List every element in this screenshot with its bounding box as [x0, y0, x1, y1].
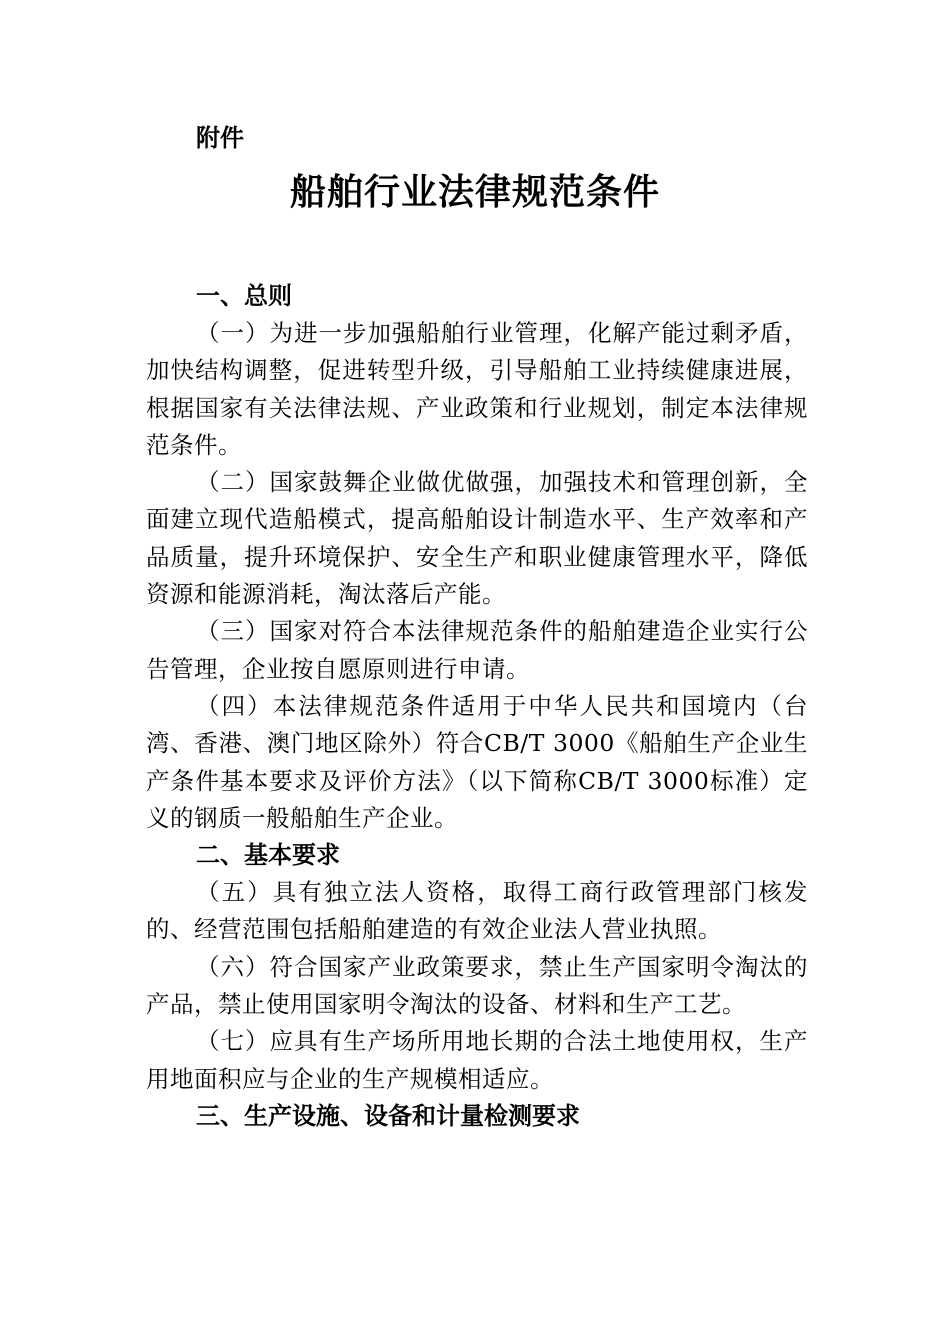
attachment-label: 附件 [196, 124, 244, 152]
section-heading: 二、基本要求 [196, 841, 340, 870]
document-body [146, 278, 808, 1135]
section-heading: 三、生产设施、设备和计量检测要求 [196, 1101, 580, 1130]
paragraph: （四）本法律规范条件适用于中华人民共和国境内（台湾、香港、澳门地区除外）符合CB/T 3000《船舶生产企业生产条件基本要求及评价方法》（以下简称CB/T 3000标准）定义的钢质一般船舶生产企业。 [146, 691, 808, 832]
paragraph: （二）国家鼓舞企业做优做强，加强技术和管理创新，全面建立现代造船模式，提高船舶设计制造水平、生产效率和产品质量，提升环境保护、安全生产和职业健康管理水平，降低资源和能源消耗，淘汰落后产能。 [146, 468, 808, 609]
paragraph: （七）应具有生产场所用地长期的合法土地使用权，生产用地面积应与企业的生产规模相适应。 [146, 1027, 808, 1093]
section-heading: 一、总则 [196, 282, 292, 310]
paragraph: （一）为进一步加强船舶行业管理，化解产能过剩矛盾，加快结构调整，促进转型升级，引导船舶工业持续健康进展，根据国家有关法律法规、产业政策和行业规划，制定本法律规范条件。 [146, 319, 808, 459]
paragraph: （五）具有独立法人资格，取得工商行政管理部门核发的、经营范围包括船舶建造的有效企业法人营业执照。 [146, 878, 808, 944]
paragraph: （三）国家对符合本法律规范条件的船舶建造企业实行公告管理，企业按自愿原则进行申请。 [146, 617, 808, 683]
paragraph: （六）符合国家产业政策要求，禁止生产国家明令淘汰的产品，禁止使用国家明令淘汰的设备、材料和生产工艺。 [146, 952, 808, 1019]
document-title: 船舶行业法律规范条件 [289, 172, 660, 213]
